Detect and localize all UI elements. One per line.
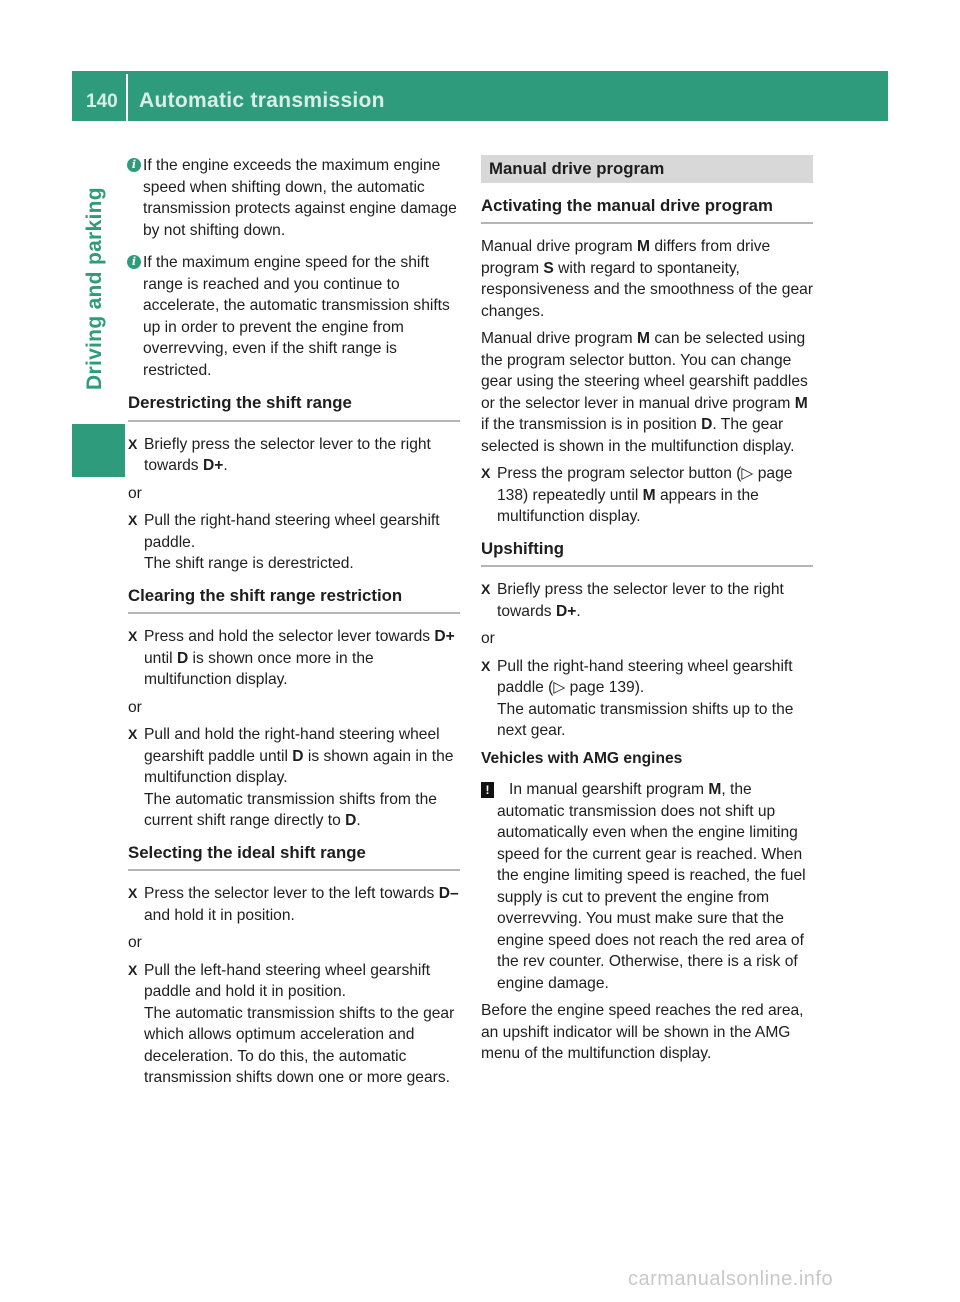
info-icon: i <box>127 158 141 172</box>
step-bold: D <box>292 747 304 765</box>
or-separator: or <box>128 698 142 716</box>
step-arrow-icon: X <box>481 581 491 597</box>
step-text: ). <box>634 679 645 696</box>
left-column <box>128 155 460 1095</box>
step-bold: D+ <box>555 602 577 620</box>
instruction-step: X Briefly press the selector lever to the right towards D+. <box>481 581 784 620</box>
step-text: Press the selector lever to the left towards <box>144 885 439 902</box>
step-bold: D <box>345 812 357 829</box>
para-text: Manual drive program <box>481 330 638 347</box>
info-icon: i <box>127 255 141 269</box>
step-text: Pull the right-hand steering wheel gearshift paddle ( <box>497 657 793 696</box>
para-text: . The gear selected is shown in the multifunction display. <box>481 416 795 455</box>
para-text: can be selected using the program selector button. You can change gear using the steering wheel gearshift paddles or the selector lever in manual drive program <box>481 330 808 412</box>
section-heading: Selecting the ideal shift range <box>128 842 460 872</box>
para-text: differs from drive program <box>481 238 771 277</box>
step-bold: D <box>176 649 189 667</box>
para-text: if the transmission is in position <box>481 416 702 433</box>
step-text: appears in the multifunction display. <box>497 486 759 525</box>
step-text: until <box>144 649 177 667</box>
instruction-step <box>128 883 460 926</box>
para-text: with regard to spontaneity, responsiveness and the smoothness of the gear changes. <box>481 259 814 320</box>
step-text: is shown again in the multifunction display. <box>144 747 454 786</box>
step-result: The shift range is derestricted. <box>144 555 354 572</box>
warning-text: , the automatic transmission does not shift up automatically even when the engine limiting speed for the current gear is reached. When the engine limiting speed is reached, the fuel supply is cut to prevent the engine from overrevving. You must make sure that the engine speed does not reach the red area of the rev counter. Otherwise, there is a risk of engine damage. <box>497 781 806 992</box>
or-separator: or <box>128 484 142 502</box>
step-arrow-icon: X <box>128 435 138 452</box>
watermark: carmanualsonline.info <box>628 1268 834 1290</box>
paragraph: Before the engine speed reaches the red area, an upshift indicator will be shown in the AMG menu of the multifunction display. <box>481 1002 804 1062</box>
instruction-step <box>481 463 813 528</box>
warning-bold: M <box>708 781 722 798</box>
para-bold: M <box>637 330 651 347</box>
step-bold: D+ <box>434 628 455 645</box>
step-arrow-icon: X <box>128 628 138 644</box>
page-reference-link[interactable]: ▷ page 139 <box>553 679 635 696</box>
step-arrow-icon: X <box>481 465 491 481</box>
step-arrow-icon: X <box>481 657 491 674</box>
section-heading: Derestricting the shift range <box>128 392 460 422</box>
step-bold: D– <box>438 885 459 902</box>
step-arrow-icon: X <box>128 726 138 742</box>
step-bold: D+ <box>202 457 224 474</box>
header-divider <box>126 74 128 121</box>
info-note <box>128 155 460 241</box>
step-text: Pull and hold the right-hand steering wheel gearshift paddle until <box>144 726 440 765</box>
instruction-step <box>128 960 460 1089</box>
info-note-text: If the engine exceeds the maximum engine speed when shifting down, the automatic transmission protects against engine damage by not shifting down. <box>143 157 457 239</box>
warning-text: In manual gearshift program <box>509 781 709 798</box>
step-text: Press and hold the selector lever towards <box>144 628 435 645</box>
para-text: Manual drive program <box>481 238 638 255</box>
warning-note <box>481 779 813 994</box>
instruction-step: X Pull and hold the right-hand steering wheel gearshift paddle until D is shown again in the multifunction display. The automatic transmission shifts from the current shift range directly to D. <box>128 726 454 829</box>
step-text: Pull the left-hand steering wheel gearshift paddle and hold it in position. <box>144 961 431 1000</box>
section-heading: Clearing the shift range restriction <box>128 585 460 615</box>
step-arrow-icon: X <box>128 885 138 901</box>
instruction-step <box>128 626 460 691</box>
side-tab-label: Driving and parking <box>83 187 106 390</box>
instruction-step: X Briefly press the selector lever to the right towards D+. <box>128 435 431 474</box>
paragraph <box>481 236 813 322</box>
step-text: and hold it in position. <box>144 906 295 924</box>
page-reference-link[interactable]: ▷ page 138 <box>497 465 793 504</box>
side-tab-marker <box>72 424 125 477</box>
step-text: Press the program selector button ( <box>497 465 742 482</box>
step-bold: M <box>642 486 656 504</box>
section-heading: Upshifting <box>481 538 813 568</box>
or-separator: or <box>128 934 142 951</box>
step-text: Briefly press the selector lever to the right towards <box>144 435 431 474</box>
step-arrow-icon: X <box>128 512 138 528</box>
step-text: ) repeatedly until <box>523 486 643 504</box>
step-result: The automatic transmission shifts to the gear which allows optimum acceleration and deceleration. To do this, the automatic transmission shifts down one or more gears. <box>144 1004 455 1086</box>
page-title: Automatic transmission <box>139 89 385 112</box>
right-column <box>481 155 813 1071</box>
paragraph <box>481 328 813 457</box>
chapter-banner: Manual drive program <box>481 155 813 183</box>
step-text: Briefly press the selector lever to the right towards <box>497 581 784 620</box>
para-bold: D <box>701 416 713 433</box>
step-text: Pull the right-hand steering wheel gearshift paddle. <box>144 512 440 551</box>
step-result: The automatic transmission shifts from the current shift range directly to <box>144 790 437 829</box>
subheading: Vehicles with AMG engines <box>481 749 683 767</box>
page-number: 140 <box>86 91 118 112</box>
instruction-step <box>128 510 460 575</box>
para-bold: M <box>637 238 651 255</box>
instruction-step <box>481 656 813 742</box>
step-result: The automatic transmission shifts up to the next gear. <box>497 700 794 739</box>
or-separator: or <box>481 630 495 647</box>
step-arrow-icon: X <box>128 961 138 978</box>
info-note <box>128 252 460 381</box>
warning-icon: ! <box>481 782 494 798</box>
section-heading: Activating the manual drive program <box>481 195 813 225</box>
step-text: is shown once more in the multifunction display. <box>144 649 374 688</box>
info-note-text: If the maximum engine speed for the shift range is reached and you continue to accelerate, the automatic transmission shifts up in order to prevent the engine from overrevving, even if the shift range is restricted. <box>143 254 450 379</box>
para-bold: M <box>794 394 808 412</box>
para-bold: S <box>543 259 554 277</box>
